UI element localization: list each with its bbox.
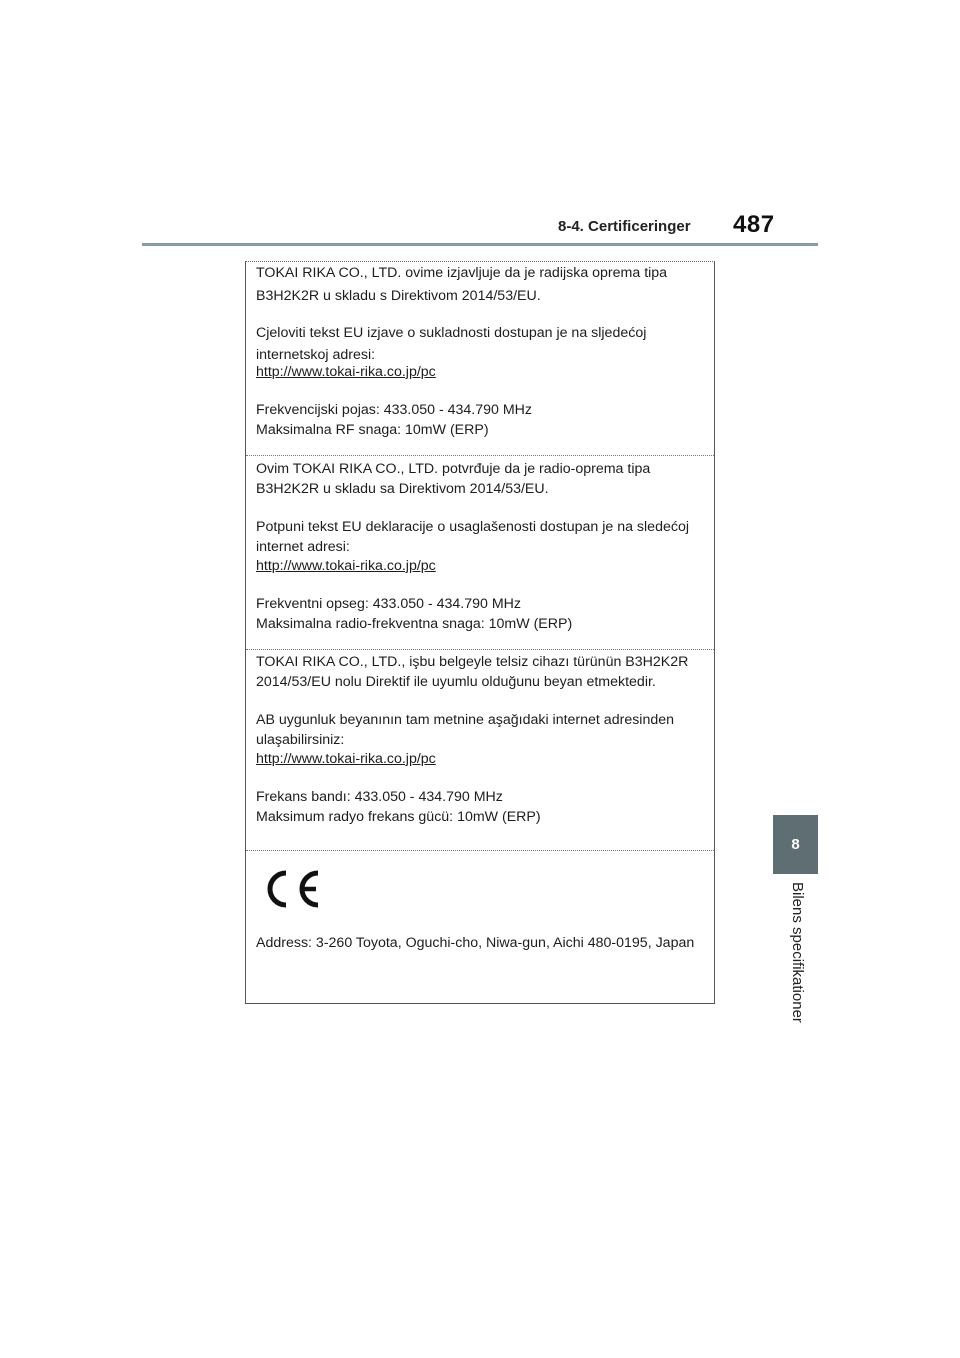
declaration-line: Ovim TOKAI RIKA CO., LTD. potvrđuje da je radio-oprema tipa	[256, 461, 651, 477]
frequency-line: Frekans bandı: 433.050 - 434.790 MHz	[256, 789, 503, 805]
section-ce-address	[246, 850, 714, 1003]
declaration-url-link[interactable]: http://www.tokai-rika.co.jp/pc	[256, 558, 436, 574]
declaration-line: TOKAI RIKA CO., LTD., işbu belgeyle telsiz cihazı türünün B3H2K2R	[256, 654, 689, 670]
ce-mark-icon	[260, 869, 322, 909]
declaration-line: TOKAI RIKA CO., LTD. ovime izjavljuje da je radijska oprema tipa	[256, 265, 668, 281]
power-line: Maksimalna radio-frekventna snaga: 10mW (ERP)	[256, 616, 573, 632]
page-number: 487	[733, 211, 775, 238]
declaration-line: AB uygunluk beyanının tam metnine aşağıdaki internet adresinden	[256, 712, 675, 728]
chapter-tab[interactable]	[773, 815, 818, 874]
declaration-line: B3H2K2R u skladu s Direktivom 2014/53/EU.	[256, 288, 541, 304]
address-line: Address: 3-260 Toyota, Oguchi-cho, Niwa-gun, Aichi 480-0195, Japan	[256, 935, 695, 951]
declaration-line: internetskoj adresi:	[256, 347, 376, 363]
chapter-label: Bilens specifikationer	[789, 882, 806, 1023]
declaration-url-link[interactable]: http://www.tokai-rika.co.jp/pc	[256, 751, 436, 767]
declaration-line: Cjeloviti tekst EU izjave o sukladnosti dostupan je na sljedećoj	[256, 325, 647, 341]
declaration-line: Potpuni tekst EU deklaracije o usaglašenosti dostupan je na sledećoj	[256, 519, 689, 535]
section-turkish	[246, 649, 714, 850]
frequency-line: Frekvencijski pojas: 433.050 - 434.790 MHz	[256, 402, 533, 418]
power-line: Maksimum radyo frekans gücü: 10mW (ERP)	[256, 809, 541, 825]
power-line: Maksimalna RF snaga: 10mW (ERP)	[256, 422, 489, 438]
declaration-line: 2014/53/EU nolu Direktif ile uyumlu olduğunu beyan etmektedir.	[256, 674, 656, 690]
declaration-line: ulaşabilirsiniz:	[256, 732, 345, 748]
section-croatian	[246, 262, 714, 454]
certification-box	[245, 261, 715, 1004]
chapter-number: 8	[791, 836, 800, 853]
frequency-line: Frekventni opseg: 433.050 - 434.790 MHz	[256, 596, 521, 612]
section-title: 8-4. Certificeringer	[558, 218, 691, 235]
section-serbian	[246, 455, 714, 649]
declaration-url-link[interactable]: http://www.tokai-rika.co.jp/pc	[256, 364, 436, 380]
declaration-line: internet adresi:	[256, 539, 350, 555]
declaration-line: B3H2K2R u skladu sa Direktivom 2014/53/EU.	[256, 481, 549, 497]
header-divider	[142, 243, 818, 246]
